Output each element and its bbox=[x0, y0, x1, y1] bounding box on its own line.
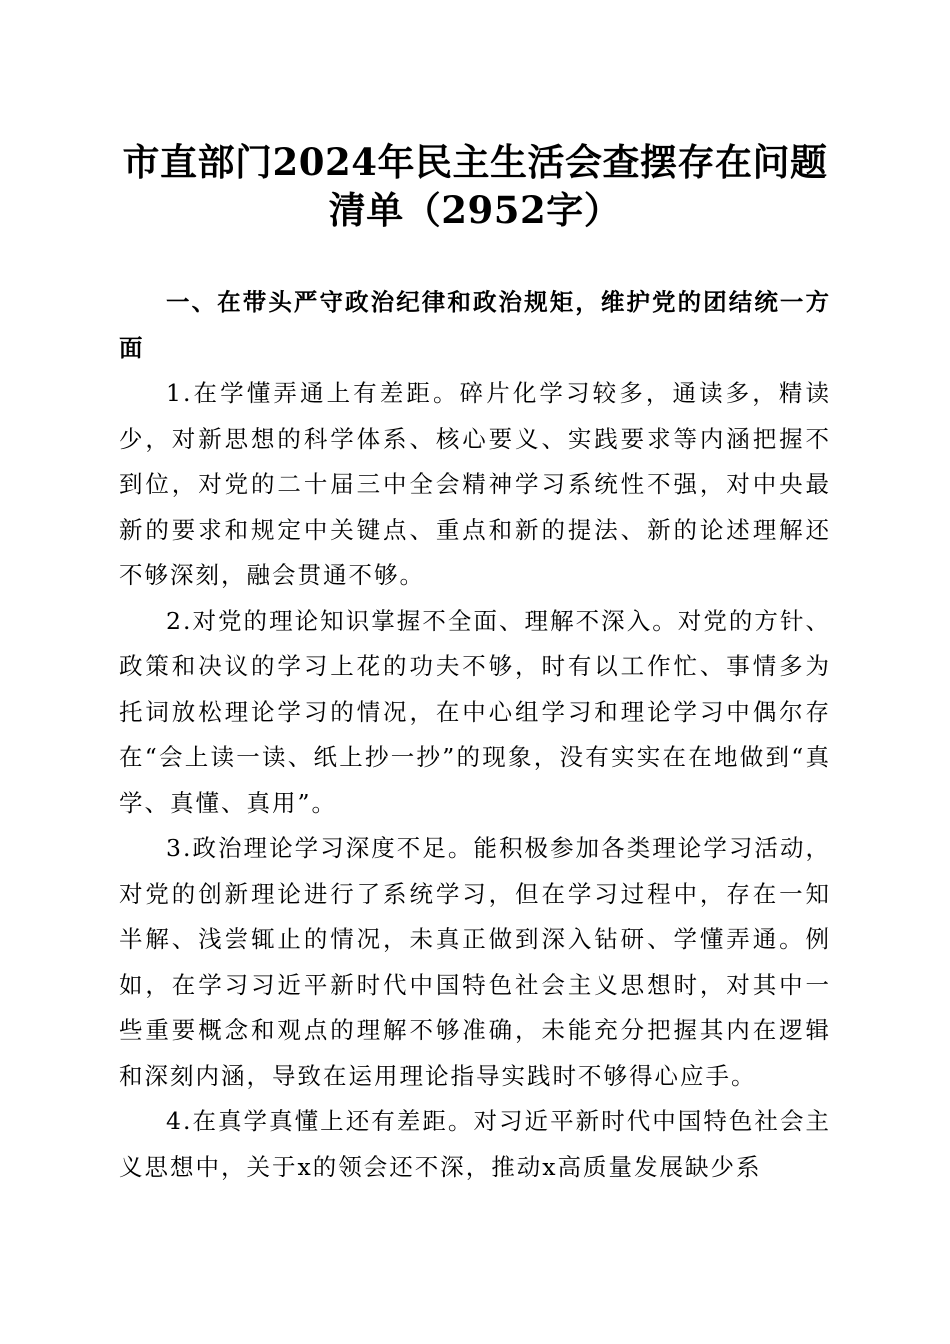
paragraph-3: 3.政治理论学习深度不足。能积极参加各类理论学习活动，对党的创新理论进行了系统学习，但在学习过程中，存在一知半解、浅尝辄止的情况，未真正做到深入钻研、学懂弄通。例如，在学习习近平新时代中国特色社会主义思想时，对其中一些重要概念和观点的理解不够准确，未能充分把握其内在逻辑和深刻内涵，导致在运用理论指导实践时不够得心应手。 bbox=[119, 834, 831, 1090]
section-heading: 一、在带头严守政治纪律和政治规矩，维护党的团结统一方面 bbox=[119, 288, 831, 362]
paragraph-4: 4.在真学真懂上还有差距。对习近平新时代中国特色社会主义思想中，关于x的领会还不深，推动x高质量发展缺少系 bbox=[119, 1107, 831, 1181]
document-body bbox=[119, 280, 831, 1190]
paragraph-1: 1.在学懂弄通上有差距。碎片化学习较多，通读多，精读少，对新思想的科学体系、核心要义、实践要求等内涵把握不到位，对党的二十届三中全会精神学习系统性不强，对中央最新的要求和规定中关键点、重点和新的提法、新的论述理解还不够深刻，融会贯通不够。 bbox=[119, 379, 831, 589]
paragraph-2: 2.对党的理论知识掌握不全面、理解不深入。对党的方针、政策和决议的学习上花的功夫不够，时有以工作忙、事情多为托词放松理论学习的情况，在中心组学习和理论学习中偶尔存在“会上读一读、纸上抄一抄”的现象，没有实实在在地做到“真学、真懂、真用”。 bbox=[119, 606, 831, 817]
document-title: 市直部门2024年民主生活会查摆存在问题清单（2952字） bbox=[122, 140, 828, 232]
